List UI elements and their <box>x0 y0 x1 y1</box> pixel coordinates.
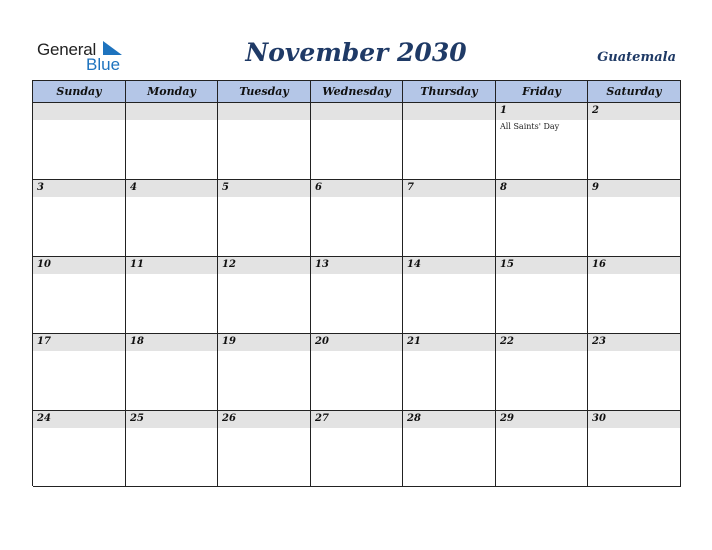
day-cell <box>126 334 218 411</box>
day-number: 15 <box>500 259 514 270</box>
day-cell <box>496 334 588 411</box>
day-cell <box>33 180 126 257</box>
day-cell <box>33 334 126 411</box>
day-number-band <box>403 103 495 120</box>
day-cell <box>588 180 681 257</box>
day-cell <box>311 257 403 334</box>
day-number: 9 <box>592 182 599 193</box>
day-number: 11 <box>130 259 144 270</box>
day-cell <box>588 103 681 180</box>
day-cell <box>218 180 311 257</box>
logo-blue-text: Blue <box>86 55 121 74</box>
day-number-band <box>126 180 217 197</box>
day-cell <box>588 334 681 411</box>
day-number-band <box>588 103 680 120</box>
day-cell <box>496 103 588 180</box>
day-number: 6 <box>315 182 322 193</box>
day-number-band <box>403 180 495 197</box>
day-cell <box>403 257 496 334</box>
day-number: 30 <box>592 413 606 424</box>
day-number: 25 <box>130 413 144 424</box>
day-cell <box>33 103 126 180</box>
weekday-header: Saturday <box>588 81 681 103</box>
calendar-grid <box>32 80 681 486</box>
country-label: Guatemala <box>597 50 676 65</box>
logo-general-text: General <box>37 40 97 59</box>
day-number-band <box>496 180 587 197</box>
day-cell <box>126 103 218 180</box>
day-cell <box>311 180 403 257</box>
weekday-header: Sunday <box>33 81 126 103</box>
weekday-header: Tuesday <box>218 81 311 103</box>
day-cell <box>496 411 588 487</box>
day-cell <box>33 411 126 487</box>
day-number-band <box>218 103 310 120</box>
day-number: 3 <box>37 182 44 193</box>
day-number: 21 <box>407 336 421 347</box>
day-number: 27 <box>315 413 329 424</box>
day-number: 20 <box>315 336 329 347</box>
day-cell <box>33 257 126 334</box>
weekday-header: Monday <box>126 81 218 103</box>
day-number: 12 <box>222 259 236 270</box>
day-cell <box>218 411 311 487</box>
day-cell <box>588 257 681 334</box>
day-cell <box>403 103 496 180</box>
day-cell <box>311 411 403 487</box>
day-cell <box>403 411 496 487</box>
day-cell <box>403 334 496 411</box>
day-number: 24 <box>37 413 51 424</box>
day-number: 18 <box>130 336 144 347</box>
day-number: 1 <box>500 105 507 116</box>
day-number: 23 <box>592 336 606 347</box>
day-number: 29 <box>500 413 514 424</box>
day-cell <box>588 411 681 487</box>
calendar-title: November 2030 <box>245 38 467 67</box>
day-number-band <box>126 103 217 120</box>
day-number: 4 <box>130 182 137 193</box>
day-number-band <box>33 103 125 120</box>
weekday-header: Thursday <box>403 81 496 103</box>
day-cell <box>496 180 588 257</box>
day-number: 13 <box>315 259 329 270</box>
day-number-band <box>311 180 402 197</box>
day-cell <box>218 257 311 334</box>
day-number-band <box>33 180 125 197</box>
day-number: 14 <box>407 259 421 270</box>
day-cell <box>496 257 588 334</box>
day-cell <box>126 257 218 334</box>
day-cell <box>126 180 218 257</box>
day-number: 16 <box>592 259 606 270</box>
day-number-band <box>218 180 310 197</box>
day-cell <box>126 411 218 487</box>
day-number: 7 <box>407 182 414 193</box>
day-number-band <box>311 103 402 120</box>
day-number: 26 <box>222 413 236 424</box>
day-cell <box>403 180 496 257</box>
day-number: 10 <box>37 259 51 270</box>
day-number: 2 <box>592 105 599 116</box>
day-number: 5 <box>222 182 229 193</box>
day-number: 17 <box>37 336 51 347</box>
day-number-band <box>496 103 587 120</box>
holiday-label: All Saints' Day <box>500 122 560 131</box>
day-cell <box>218 103 311 180</box>
generalblue-logo <box>37 40 137 74</box>
weekday-header: Wednesday <box>311 81 403 103</box>
day-number-band <box>588 180 680 197</box>
day-number: 8 <box>500 182 507 193</box>
day-number: 28 <box>407 413 421 424</box>
day-cell <box>218 334 311 411</box>
day-number: 22 <box>500 336 514 347</box>
weekday-header: Friday <box>496 81 588 103</box>
day-number: 19 <box>222 336 236 347</box>
day-cell <box>311 334 403 411</box>
day-cell <box>311 103 403 180</box>
